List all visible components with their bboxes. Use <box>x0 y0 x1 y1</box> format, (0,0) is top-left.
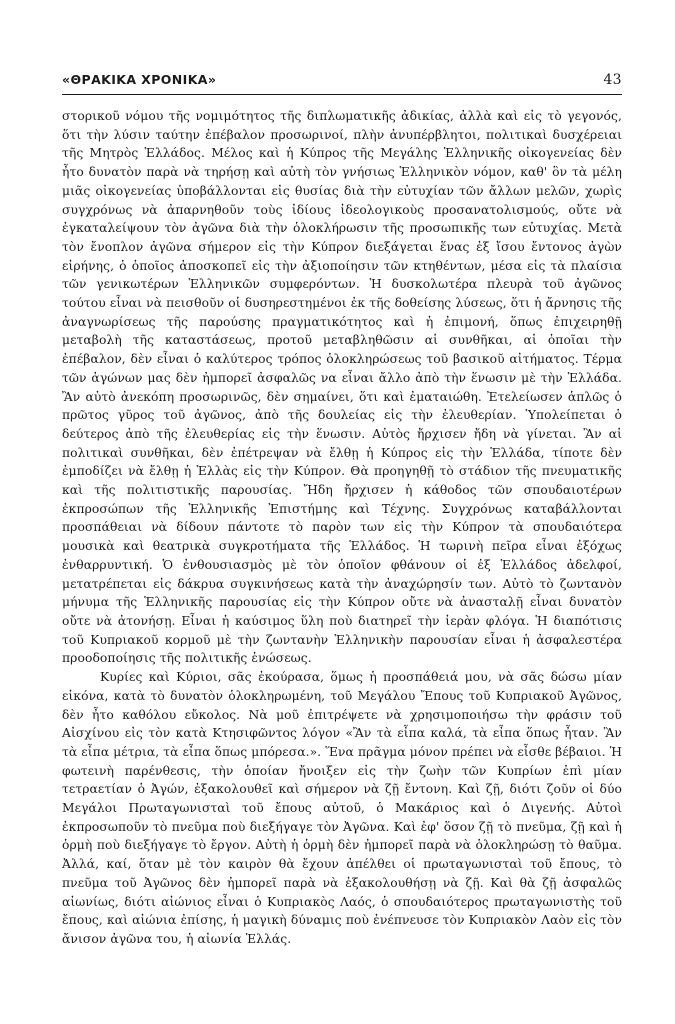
page-number: 43 <box>603 72 622 88</box>
document-page <box>62 72 622 949</box>
paragraph-continued: στορικοῦ νόμου τῆς νομιμότητος τῆς διπλωματικῆς ἀδικίας, ἀλλὰ καὶ εἰς τὸ γεγονός, ὅτι τὴν λύσιν ταύτην ἐπέβαλον προσωρινοί, πλὴν ἀνυπέρβλητοι, πολιτικαὶ δυσχέρειαι τῆς Μητρὸς Ἑλλάδος. Μέλος καὶ ἡ Κύπρος τῆς Μεγάλης Ἑλληνικῆς οἰκογενείας δὲν ἦτο δυνατὸν παρὰ νὰ τηρήσῃ καὶ αὐτὴ τὸν γνήσιως Ἑλληνικὸν νόμον, καθ' ὃν τὰ μέλη μιᾶς οἰκογενείας ὑποβάλλονται εἰς θυσίας διὰ τὴν εὐτυχίαν τῶν ἄλλων μελῶν, χωρὶς συγχρόνως νὰ ἀπαρνηθοῦν τοὺς ἰδίους ἰδεολογικοὺς προσανατολισμούς, οὔτε νὰ ἐγκαταλείψουν τὸν ἀγῶνα διὰ τὴν ὁλοκλήρωσιν τῆς προσωπικῆς των εὐτυχίας. Μετὰ τὸν ἔνοπλον ἀγῶνα σήμερον εἰς τὴν Κύπρον διεξάγεται ἕνας ἐξ ἴσου ἔντονος ἀγὼν εἰρήνης, ὁ ὁποῖος ἀποσκοπεῖ εἰς τὴν ἀξιοποίησιν τῶν κτηθέντων, μέσα εἰς τὰ πλαίσια τῶν γενικωτέρων Ἑλληνικῶν συμφερόντων. Ἡ δυσκολωτέρα πλευρὰ τοῦ ἀγῶνος τούτου εἶναι νὰ πεισθοῦν οἱ δυσηρεστημένοι ἐκ τῆς δοθείσης λύσεως, ὅτι ἡ ἄρνησις τῆς ἀναγνωρίσεως τῆς παρούσης πραγματικότητος καὶ ἡ ἐπιμονή, ὅπως ἐπιχειρηθῇ μεταβολὴ τῆς καταστάσεως, προτοῦ μεταβληθῶσιν αἱ συνθῆκαι, αἱ ὁποῖαι τὴν ἐπέβαλον, δὲν εἶναι ὁ καλύτερος τρόπος ὁλοκληρώσεως τοῦ βασικοῦ αἰτήματος. Τέρμα τῶν ἀγώνων μας δὲν ἠμπορεῖ ἀσφαλῶς να εἶναι ἄλλο ἀπὸ τὴν ἕνωσιν μὲ τὴν Ἑλλάδα. Ἂν αὐτὸ ἀνεκόπη προσωρινῶς, δὲν σημαίνει, ὅτι καὶ ἐματαιώθη. Ἐτελείωσεν ἁπλῶς ὁ πρῶτος γῦρος τοῦ ἀγῶνος, ἀπὸ τῆς δουλείας εἰς τὴν ἐλευθερίαν. Ὑπολείπεται ὁ δεύτερος ἀπὸ τῆς ἐλευθερίας εἰς τὴν ἕνωσιν. Αὐτὸς ἤρχισεν ἤδη νὰ γίνεται. Ἂν αἱ πολιτικαὶ συνθῆκαι, δὲν ἐπέτρεψαν νὰ ἔλθῃ ἡ Κύπρος εἰς τὴν Ἑλλάδα, τίποτε δὲν ἐμποδίζει νὰ ἔλθῃ ἡ Ἑλλὰς εἰς τὴν Κύπρον. Θὰ προηγηθῇ τὸ στάδιον τῆς πνευματικῆς καὶ τῆς πολιτιστικῆς παρουσίας. Ἤδη ἤρχισεν ἡ κάθοδος τῶν σπουδαιοτέρων ἐκπροσώπων τῆς Ἑλληνικῆς Ἐπιστήμης καὶ Τέχνης. Συγχρόνως καταβάλλονται προσπάθειαι νὰ δίδουν πάντοτε τὸ παρὸν των εἰς τὴν Κύπρον τὰ σπουδαιότερα μουσικὰ καὶ θεατρικὰ συγκροτήματα τῆς Ἑλλάδος. Ἡ τωρινὴ πεῖρα εἶναι ἐξόχως ἐνθαρρυντική. Ὁ ἐνθουσιασμὸς μὲ τὸν ὁποῖον φθάνουν οἱ ἐξ Ἑλλάδος ἀδελφοί, μετατρέπεται εἰς δάκρυα συγκινήσεως κατὰ τὴν ἀναχώρησίν των. Αὐτὸ τὸ ζωντανὸν μήνυμα τῆς Ἑλληνικῆς παρουσίας εἰς τὴν Κύπρον οὔτε νὰ ἀνασταλῇ εἶναι δυνατὸν οὔτε νὰ ἀτονήσῃ. Εἶναι ἡ καύσιμος ὕλη ποὺ διατηρεῖ τὴν ἱερὰν φλόγα. Ἡ διαπότισις τοῦ Κυπριακοῦ κορμοῦ μὲ τὴν ζωντανὴν Ἑλληνικὴν παρουσίαν εἶναι ἡ ἀσφαλεστέρα προοδοποίησις τῆς πολιτικῆς ἑνώσεως. <box>62 109 622 666</box>
journal-title: «ΘΡΑΚΙΚΑ ΧΡΟΝΙΚΑ» <box>62 72 217 87</box>
article-body <box>62 107 622 949</box>
running-header <box>62 72 622 95</box>
paragraph-closing: Κυρίες καὶ Κύριοι, σᾶς ἐκούρασα, ὅμως ἡ προσπάθειά μου, νὰ σᾶς δώσω μίαν εἰκόνα, κατὰ τὸ δυνατὸν ὁλοκληρωμένη, τοῦ Μεγάλου Ἔπους τοῦ Κυπριακοῦ Ἀγῶνος, δὲν ἦτο καθόλου εὔκολος. Νὰ μοῦ ἐπιτρέψετε νὰ χρησιμοποιήσω τὴν φράσιν τοῦ Αἰσχίνου εἰς τὸν κατὰ Κτησιφῶντος λόγον «Ἂν τὰ εἶπα καλά, τὰ εἶπα ὅπως ἦταν. Ἂν τὰ εἶπα μέτρια, τὰ εἶπα ὅπως μπόρεσα.». Ἕνα πρᾶγμα μόνον πρέπει νὰ εἶσθε βέβαιοι. Ἡ φωτεινὴ παρένθεσις, τὴν ὁποίαν ἤνοιξεν εἰς τὴν ζωὴν τῶν Κυπρίων ἐπὶ μίαν τετραετίαν ὁ Ἀγών, ἐξακολουθεῖ καὶ σήμερον νὰ ζῇ ἔντονη. Καὶ ζῇ, διότι ζοῦν οἱ δύο Μεγάλοι Πρωταγωνισταὶ τοῦ ἔπους αὐτοῦ, ὁ Μακάριος καὶ ὁ Διγενής. Αὐτοὶ ἐκπροσωποῦν τὸ πνεῦμα ποὺ διεξήγαγε τὸν Ἀγῶνα. Καὶ ἐφ' ὅσον ζῇ τὸ πνεῦμα, ζῇ καὶ ἡ ὁρμὴ ποὺ διεξήγαγε τὸ ἔργον. Αὐτὴ ἡ ὁρμὴ δὲν ἠμπορεῖ παρὰ νὰ ὁλοκληρώσῃ τὸ θαῦμα. Ἀλλά, καί, ὅταν μὲ τὸν καιρὸν θὰ ἔχουν ἀπέλθει οἱ πρωταγωνισταὶ τοῦ ἔπους, τὸ πνεῦμα τοῦ Ἀγῶνος δὲν ἠμπορεῖ παρὰ νὰ ἐξακολουθήσῃ νὰ ζῇ. Καὶ θὰ ζῇ ἀσφαλῶς αἰωνίως, διότι αἰώνιος εἶναι ὁ Κυπριακὸς Λαός, ὁ σπουδαιότερος πρωταγωνιστὴς τοῦ ἔπους, καὶ αἰώνια ἐπίσης, ἡ μαγικὴ δύναμις ποὺ ἐνέπνευσε τὸν Κυπριακὸν Λαὸν εἰς τὸν ἄνισον ἀγῶνα του, ἡ αἰωνία Ἑλλάς. <box>62 670 622 946</box>
